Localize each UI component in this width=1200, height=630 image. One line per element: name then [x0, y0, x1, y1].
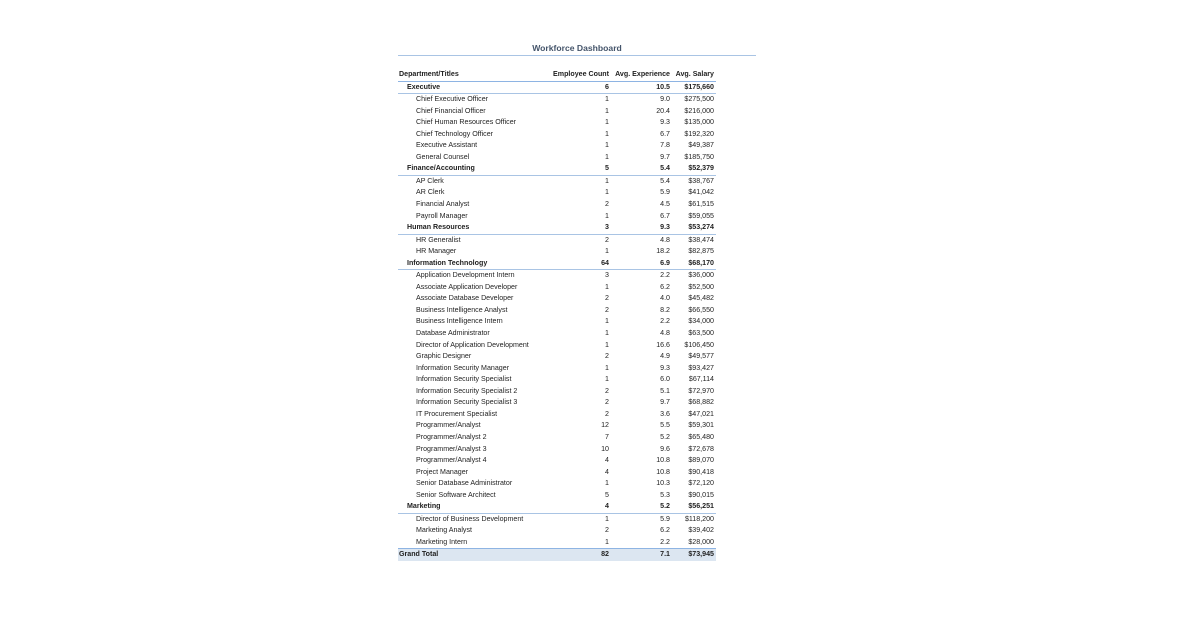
header-avg-experience[interactable]: Avg. Experience: [615, 70, 670, 78]
avg-salary-cell: $59,055: [688, 211, 714, 220]
employee-count-cell: 6: [605, 82, 609, 91]
avg-experience-cell: 9.3: [660, 223, 670, 232]
title-label: Application Development Intern: [416, 271, 515, 280]
header-avg-salary[interactable]: Avg. Salary: [675, 70, 714, 78]
employee-count-cell: 5: [605, 164, 609, 173]
title-label: Programmer/Analyst: [416, 421, 481, 430]
avg-salary-cell: $175,660: [684, 82, 714, 91]
avg-salary-cell: $28,000: [688, 537, 714, 546]
avg-experience-cell: 6.9: [660, 258, 670, 267]
employee-count-cell: 2: [605, 235, 609, 244]
title-row: [398, 525, 716, 537]
title-label: HR Generalist: [416, 235, 461, 244]
employee-count-cell: 1: [605, 282, 609, 291]
title-row: [398, 293, 716, 305]
avg-experience-cell: 5.4: [660, 164, 670, 173]
avg-experience-cell: 5.2: [660, 432, 670, 441]
title-label: Business Intelligence Analyst: [416, 305, 508, 314]
title-label: Financial Analyst: [416, 200, 470, 209]
avg-salary-cell: $39,402: [688, 526, 714, 535]
title-row: [398, 316, 716, 328]
avg-salary-cell: $34,000: [688, 317, 714, 326]
employee-count-cell: 1: [605, 363, 609, 372]
grand-total-salary: $73,945: [688, 550, 714, 559]
employee-count-cell: 1: [605, 340, 609, 349]
employee-count-cell: 1: [605, 129, 609, 138]
title-row: [398, 340, 716, 352]
title-row: [398, 363, 716, 375]
avg-salary-cell: $56,251: [688, 502, 714, 511]
employee-count-cell: 1: [605, 106, 609, 115]
employee-count-cell: 1: [605, 537, 609, 546]
title-row: [398, 129, 716, 141]
avg-salary-cell: $106,450: [684, 340, 714, 349]
title-row: [398, 432, 716, 444]
title-row: [398, 270, 716, 282]
avg-experience-cell: 6.7: [660, 129, 670, 138]
avg-experience-cell: 5.3: [660, 490, 670, 499]
employee-count-cell: 1: [605, 317, 609, 326]
avg-salary-cell: $93,427: [688, 363, 714, 372]
avg-salary-cell: $47,021: [688, 409, 714, 418]
employee-count-cell: 2: [605, 386, 609, 395]
department-row[interactable]: [398, 163, 716, 176]
title-row: [398, 514, 716, 526]
title-row: [398, 397, 716, 409]
title-label: Business Intelligence Intern: [416, 317, 503, 326]
employee-count-cell: 1: [605, 514, 609, 523]
employee-count-cell: 10: [601, 444, 609, 453]
employee-count-cell: 2: [605, 526, 609, 535]
employee-count-cell: 2: [605, 398, 609, 407]
title-label: Chief Financial Officer: [416, 106, 486, 115]
employee-count-cell: 1: [605, 118, 609, 127]
title-label: Executive Assistant: [416, 141, 478, 150]
avg-experience-cell: 9.3: [660, 118, 670, 127]
avg-salary-cell: $66,550: [688, 305, 714, 314]
employee-count-cell: 1: [605, 375, 609, 384]
title-label: Chief Executive Officer: [416, 95, 489, 104]
avg-experience-cell: 16.6: [656, 340, 670, 349]
avg-experience-cell: 10.8: [656, 467, 670, 476]
title-label: Senior Database Administrator: [416, 479, 513, 488]
avg-salary-cell: $36,000: [688, 271, 714, 280]
title-row: [398, 490, 716, 502]
department-row[interactable]: [398, 222, 716, 235]
grand-total-label: Grand Total: [399, 550, 439, 559]
avg-experience-cell: 8.2: [660, 305, 670, 314]
pivot-body: [398, 82, 716, 549]
employee-count-cell: 5: [605, 490, 609, 499]
department-row[interactable]: [398, 501, 716, 514]
title-label: Programmer/Analyst 2: [416, 432, 487, 441]
department-label: Human Resources: [407, 223, 470, 232]
department-label: Executive: [407, 82, 441, 91]
title-row: [398, 386, 716, 398]
employee-count-cell: 12: [601, 421, 609, 430]
title-label: Graphic Designer: [416, 352, 472, 361]
title-row: [398, 199, 716, 211]
title-label: Information Security Specialist: [416, 375, 512, 384]
title-row: [398, 187, 716, 199]
employee-count-cell: 4: [605, 502, 609, 511]
title-label: Senior Software Architect: [416, 490, 496, 499]
title-row: [398, 94, 716, 106]
avg-salary-cell: $67,114: [688, 375, 714, 384]
header-employee-count[interactable]: Employee Count: [553, 70, 609, 78]
title-label: IT Procurement Specialist: [416, 409, 498, 418]
avg-salary-cell: $216,000: [684, 106, 714, 115]
title-row: [398, 152, 716, 164]
avg-salary-cell: $68,170: [688, 258, 714, 267]
employee-count-cell: 3: [605, 271, 609, 280]
employee-count-cell: 2: [605, 200, 609, 209]
title-row: [398, 374, 716, 386]
employee-count-cell: 2: [605, 305, 609, 314]
title-label: Information Security Manager: [416, 363, 510, 372]
title-row: [398, 106, 716, 118]
employee-count-cell: 3: [605, 223, 609, 232]
avg-experience-cell: 6.7: [660, 211, 670, 220]
title-row: [398, 537, 716, 549]
title-label: Information Security Specialist 3: [416, 398, 518, 407]
employee-count-cell: 4: [605, 456, 609, 465]
avg-experience-cell: 9.7: [660, 398, 670, 407]
title-row: [398, 305, 716, 317]
avg-salary-cell: $82,875: [688, 247, 714, 256]
avg-salary-cell: $72,678: [688, 444, 714, 453]
avg-experience-cell: 10.8: [656, 456, 670, 465]
avg-salary-cell: $192,320: [684, 129, 714, 138]
title-label: Information Security Specialist 2: [416, 386, 518, 395]
avg-salary-cell: $89,070: [688, 456, 714, 465]
avg-experience-cell: 6.2: [660, 282, 670, 291]
title-row: [398, 420, 716, 432]
title-label: Marketing Analyst: [416, 526, 472, 535]
employee-count-cell: 7: [605, 432, 609, 441]
avg-experience-cell: 2.2: [660, 317, 670, 326]
avg-experience-cell: 20.4: [656, 106, 670, 115]
title-label: Chief Human Resources Officer: [416, 118, 517, 127]
employee-count-cell: 4: [605, 467, 609, 476]
title-label: Chief Technology Officer: [416, 129, 494, 138]
title-row: [398, 235, 716, 247]
avg-salary-cell: $49,577: [688, 352, 714, 361]
employee-count-cell: 1: [605, 247, 609, 256]
avg-experience-cell: 4.0: [660, 294, 670, 303]
title-label: Programmer/Analyst 4: [416, 456, 487, 465]
avg-experience-cell: 5.5: [660, 421, 670, 430]
avg-salary-cell: $90,418: [688, 467, 714, 476]
title-label: Database Administrator: [416, 329, 490, 338]
department-row[interactable]: [398, 82, 716, 95]
title-label: Director of Business Development: [416, 514, 524, 523]
avg-experience-cell: 4.9: [660, 352, 670, 361]
employee-count-cell: 1: [605, 95, 609, 104]
header-department-titles[interactable]: Department/Titles: [399, 70, 459, 78]
employee-count-cell: 1: [605, 176, 609, 185]
employee-count-cell: 1: [605, 188, 609, 197]
avg-salary-cell: $90,015: [688, 490, 714, 499]
avg-experience-cell: 5.1: [660, 386, 670, 395]
avg-experience-cell: 10.3: [656, 479, 670, 488]
avg-experience-cell: 5.9: [660, 514, 670, 523]
title-label: Payroll Manager: [416, 211, 468, 220]
avg-salary-cell: $118,200: [684, 514, 714, 523]
avg-salary-cell: $72,970: [688, 386, 714, 395]
title-row: [398, 467, 716, 479]
employee-count-cell: 2: [605, 352, 609, 361]
avg-salary-cell: $63,500: [688, 329, 714, 338]
employee-count-cell: 2: [605, 409, 609, 418]
title-label: HR Manager: [416, 247, 457, 256]
avg-salary-cell: $52,379: [688, 164, 714, 173]
avg-salary-cell: $61,515: [688, 200, 714, 209]
avg-salary-cell: $65,480: [688, 432, 714, 441]
title-label: General Counsel: [416, 152, 470, 161]
avg-salary-cell: $41,042: [688, 188, 714, 197]
title-row: [398, 140, 716, 152]
avg-experience-cell: 9.7: [660, 152, 670, 161]
grand-total-row: [398, 548, 716, 561]
title-row: [398, 176, 716, 188]
title-label: Director of Application Development: [416, 340, 529, 349]
title-row: [398, 455, 716, 467]
title-row: [398, 409, 716, 421]
avg-salary-cell: $49,387: [688, 141, 714, 150]
avg-experience-cell: 9.0: [660, 95, 670, 104]
avg-salary-cell: $45,482: [688, 294, 714, 303]
avg-experience-cell: 5.9: [660, 188, 670, 197]
employee-count-cell: 64: [601, 258, 609, 267]
title-row: [398, 117, 716, 129]
avg-salary-cell: $68,882: [688, 398, 714, 407]
avg-salary-cell: $185,750: [684, 152, 714, 161]
title-label: AR Clerk: [416, 188, 445, 197]
avg-experience-cell: 10.5: [656, 82, 670, 91]
avg-salary-cell: $38,474: [688, 235, 714, 244]
avg-salary-cell: $72,120: [688, 479, 714, 488]
title-label: Associate Application Developer: [416, 282, 518, 291]
title-row: [398, 478, 716, 490]
pivot-header-row: [398, 69, 716, 82]
grand-total-experience: 7.1: [660, 550, 670, 559]
avg-experience-cell: 9.3: [660, 363, 670, 372]
avg-experience-cell: 5.2: [660, 502, 670, 511]
department-label: Information Technology: [407, 258, 488, 267]
avg-experience-cell: 4.8: [660, 329, 670, 338]
avg-salary-cell: $135,000: [684, 118, 714, 127]
title-row: [398, 444, 716, 456]
title-row: [398, 351, 716, 363]
department-label: Finance/Accounting: [407, 164, 475, 173]
avg-experience-cell: 2.2: [660, 537, 670, 546]
title-label: Project Manager: [416, 467, 469, 476]
grand-total-count: 82: [601, 550, 609, 559]
avg-experience-cell: 5.4: [660, 176, 670, 185]
avg-salary-cell: $275,500: [684, 95, 714, 104]
employee-count-cell: 1: [605, 141, 609, 150]
title-label: AP Clerk: [416, 176, 444, 185]
avg-experience-cell: 9.6: [660, 444, 670, 453]
title-label: Associate Database Developer: [416, 294, 514, 303]
avg-experience-cell: 6.0: [660, 375, 670, 384]
employee-count-cell: 1: [605, 329, 609, 338]
dashboard-title: Workforce Dashboard: [532, 43, 622, 53]
department-label: Marketing: [407, 502, 441, 511]
title-row: [398, 211, 716, 223]
avg-experience-cell: 3.6: [660, 409, 670, 418]
avg-experience-cell: 2.2: [660, 271, 670, 280]
avg-experience-cell: 6.2: [660, 526, 670, 535]
avg-salary-cell: $59,301: [688, 421, 714, 430]
avg-salary-cell: $53,274: [688, 223, 714, 232]
avg-experience-cell: 7.8: [660, 141, 670, 150]
pivot-table: [398, 69, 716, 561]
avg-experience-cell: 4.8: [660, 235, 670, 244]
employee-count-cell: 1: [605, 479, 609, 488]
avg-experience-cell: 18.2: [656, 247, 670, 256]
title-row: [398, 282, 716, 294]
avg-salary-cell: $38,767: [688, 176, 714, 185]
employee-count-cell: 1: [605, 152, 609, 161]
title-divider: [398, 55, 756, 56]
title-row: [398, 328, 716, 340]
avg-experience-cell: 4.5: [660, 200, 670, 209]
avg-salary-cell: $52,500: [688, 282, 714, 291]
employee-count-cell: 2: [605, 294, 609, 303]
department-row[interactable]: [398, 258, 716, 271]
title-row: [398, 246, 716, 258]
title-label: Programmer/Analyst 3: [416, 444, 487, 453]
employee-count-cell: 1: [605, 211, 609, 220]
title-label: Marketing Intern: [416, 537, 468, 546]
